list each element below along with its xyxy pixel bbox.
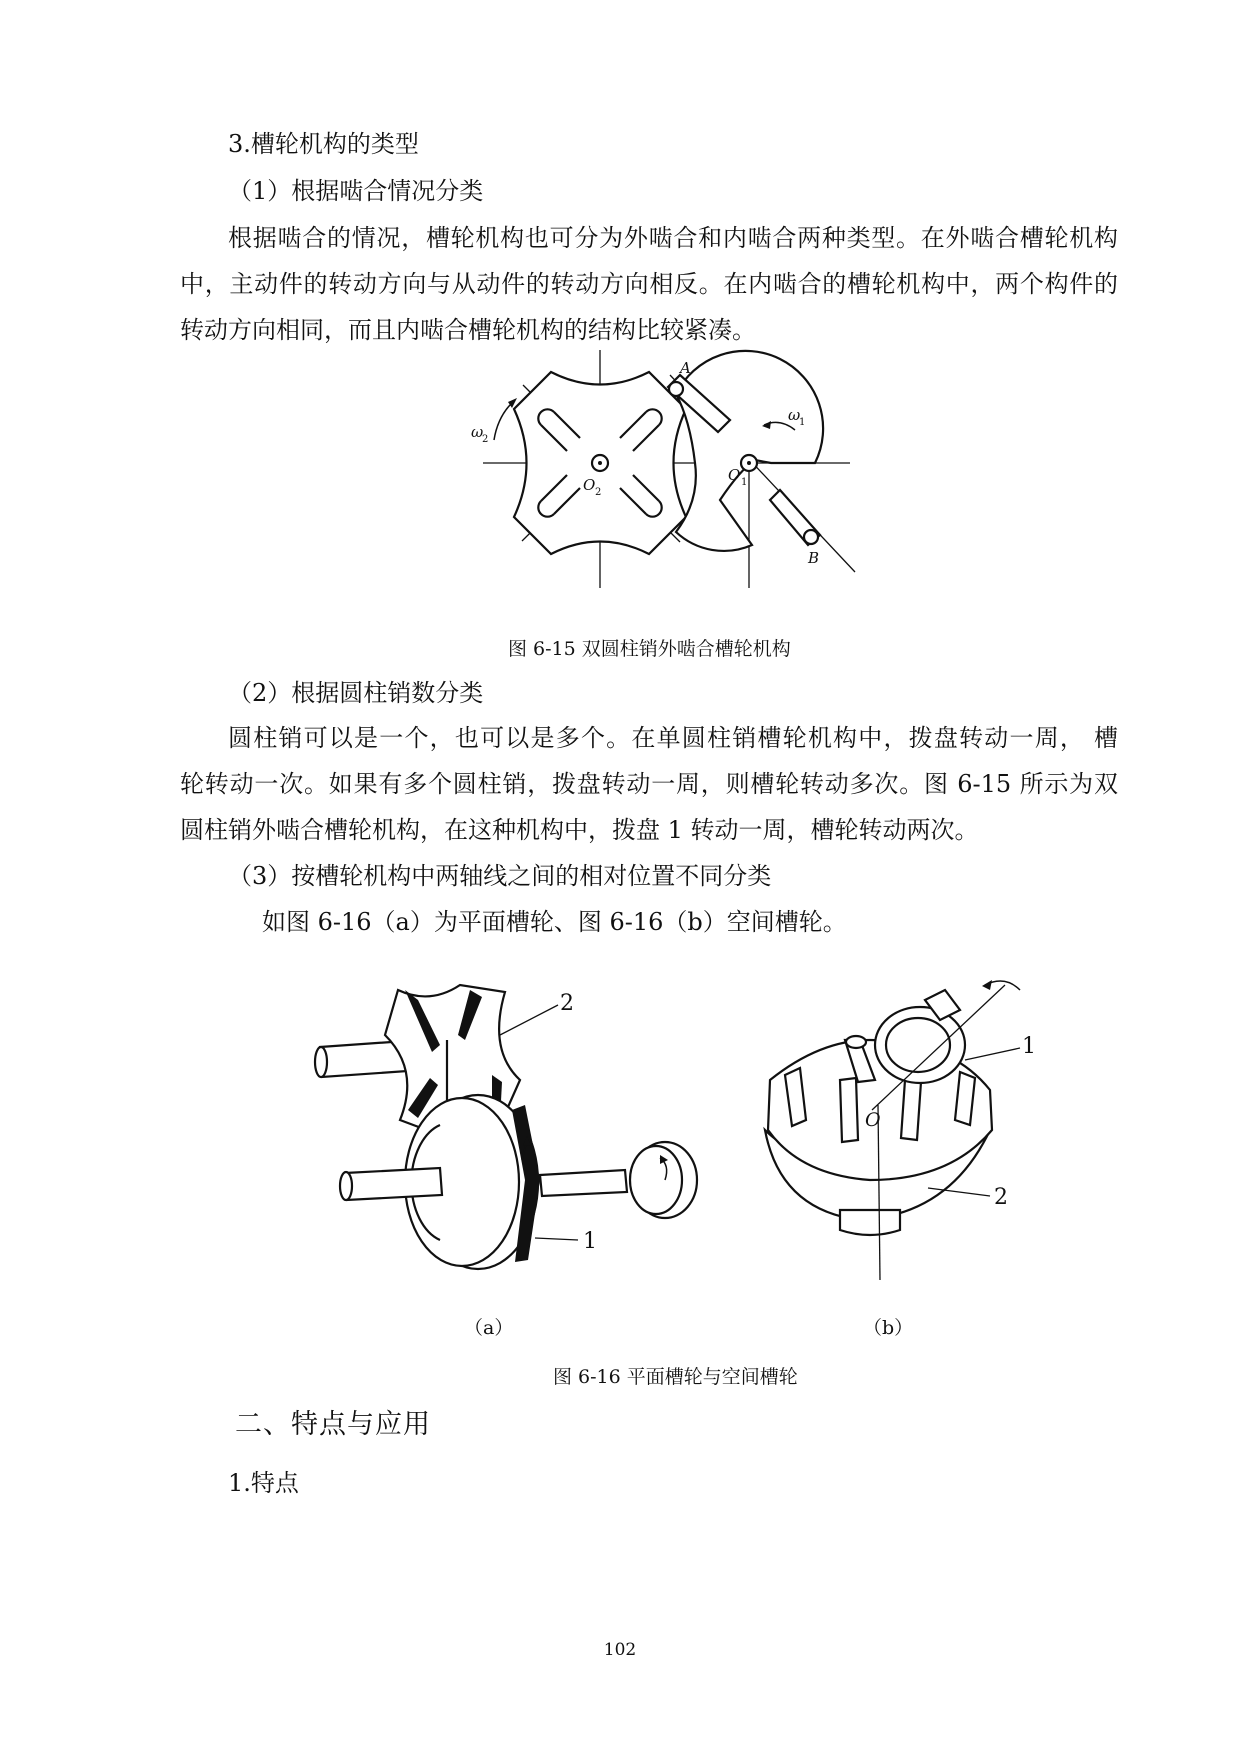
subsection-title-1: （1）根据啮合情况分类 xyxy=(228,177,484,205)
paragraph-1-line-2: 中，主动件的转动方向与从动件的转动方向相反。在内啮合的槽轮机构中，两个构件的 xyxy=(180,270,1118,298)
subsection-title-2: （2）根据圆柱销数分类 xyxy=(228,679,484,707)
paragraph-2-line-1: 圆柱销可以是一个，也可以是多个。在单圆柱销槽轮机构中，拨盘转动一周， 槽 xyxy=(228,724,1118,752)
label-O2: O xyxy=(583,476,596,494)
label-A: A xyxy=(680,359,691,377)
fig616a-label-2: 2 xyxy=(560,991,574,1016)
label-omega2: ω xyxy=(471,423,484,441)
label-O2-subscript: 2 xyxy=(595,487,602,498)
label-omega2-subscript: 2 xyxy=(482,434,489,445)
fig616b-label-O: O xyxy=(865,1109,881,1131)
paragraph-1-line-3: 转动方向相同，而且内啮合槽轮机构的结构比较紧凑。 xyxy=(180,316,756,344)
page-number: 102 xyxy=(603,1640,637,1660)
label-omega1: ω xyxy=(788,406,801,424)
label-B: B xyxy=(808,549,820,567)
label-O1: O xyxy=(728,466,741,484)
figure-6-16b-label: （b） xyxy=(863,1317,914,1339)
figure-6-16-caption: 图 6-16 平面槽轮与空间槽轮 xyxy=(553,1366,798,1388)
paragraph-3: 如图 6-16（a）为平面槽轮、图 6-16（b）空间槽轮。 xyxy=(262,908,847,936)
paragraph-2-line-3: 圆柱销外啮合槽轮机构，在这种机构中，拨盘 1 转动一周，槽轮转动两次。 xyxy=(180,816,979,844)
feature-subtitle: 1.特点 xyxy=(228,1469,299,1497)
figure-6-16a-label: （a） xyxy=(464,1317,514,1339)
paragraph-1-line-1: 根据啮合的情况，槽轮机构也可分为外啮合和内啮合两种类型。在外啮合槽轮机构 xyxy=(228,224,1118,252)
fig616a-label-1: 1 xyxy=(583,1229,597,1254)
figure-6-15-caption: 图 6-15 双圆柱销外啮合槽轮机构 xyxy=(508,638,791,660)
fig616b-label-1: 1 xyxy=(1022,1034,1036,1059)
fig616b-label-2: 2 xyxy=(994,1185,1008,1210)
subsection-title-3: （3）按槽轮机构中两轴线之间的相对位置不同分类 xyxy=(228,862,772,890)
label-omega1-subscript: 1 xyxy=(799,417,806,428)
section-title: 3.槽轮机构的类型 xyxy=(228,130,419,158)
label-O1-subscript: 1 xyxy=(741,477,748,488)
paragraph-2-line-2: 轮转动一次。如果有多个圆柱销，拨盘转动一周，则槽轮转动多次。图 6-15 所示为双 xyxy=(180,770,1118,798)
chapter-section-heading: 二、特点与应用 xyxy=(235,1409,431,1440)
